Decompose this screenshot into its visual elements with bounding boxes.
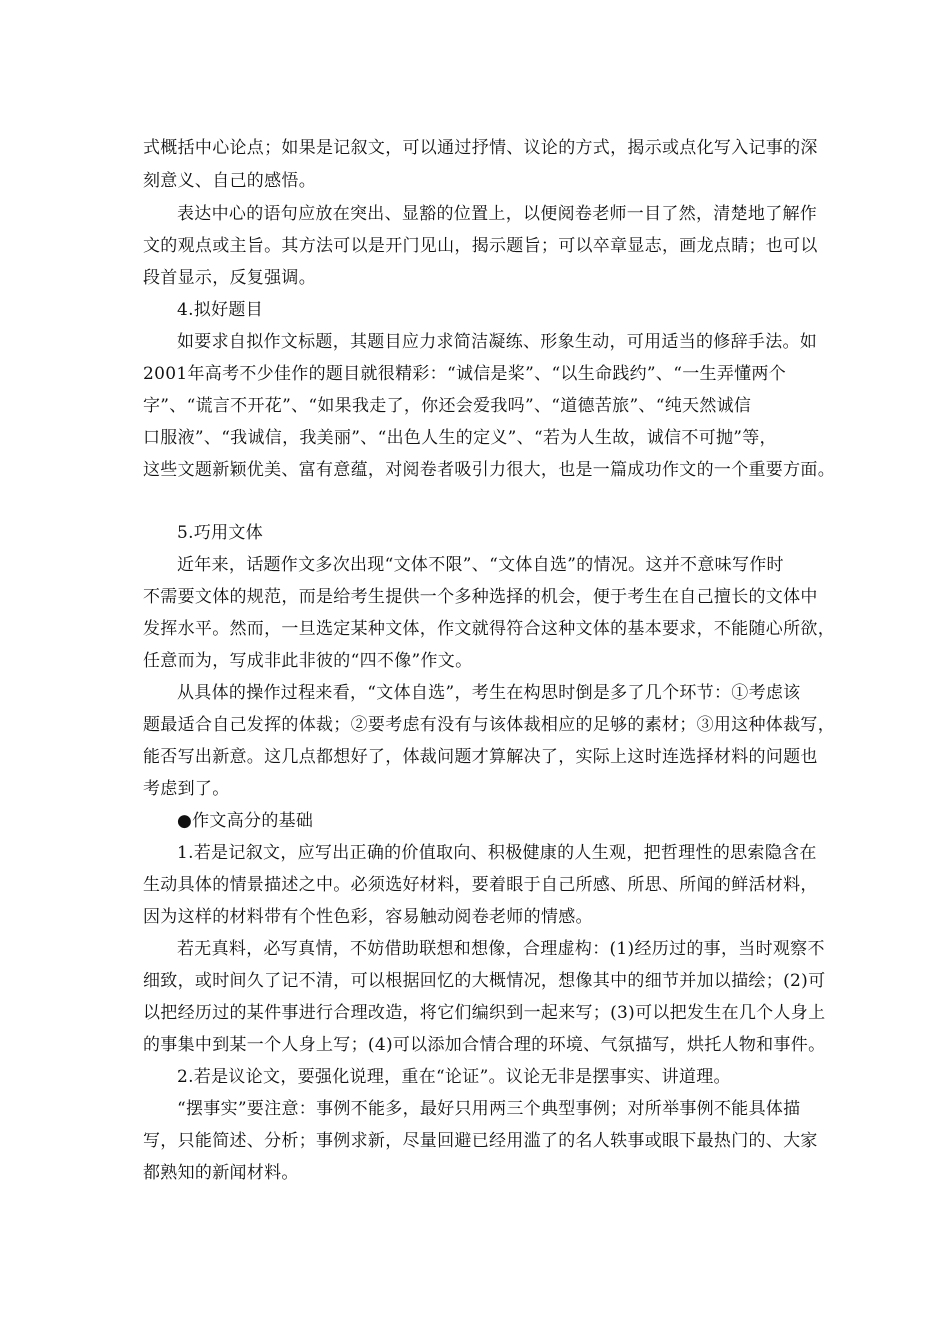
section-heading: 4.拟好题目 bbox=[177, 300, 264, 320]
text-line: 能否写出新意。这几点都想好了，体裁问题才算解决了，实际上这时连选择材料的问题也 bbox=[143, 747, 818, 767]
paragraph-start-line: 若无真料，必写真情，不妨借助联想和想像，合理虚构：(1)经历过的事，当时观察不 bbox=[177, 939, 825, 959]
text-line: 的事集中到某一个人身上写；(4)可以添加合情合理的环境、气氛描写，烘托人物和事件。 bbox=[143, 1035, 826, 1055]
text-line: 口服液”、“我诚信，我美丽”、“出色人生的定义”、“若为人生故，诚信不可抛”等， bbox=[143, 428, 777, 448]
text-line: 段首显示，反复强调。 bbox=[143, 268, 316, 288]
paragraph-start-line: “摆事实”要注意：事例不能多，最好只用两三个典型事例；对所举事例不能具体描 bbox=[177, 1099, 801, 1119]
text-line: 不需要文体的规范，而是给考生提供一个多种选择的机会，便于考生在自己擅长的文体中 bbox=[143, 587, 818, 607]
text-line: 这些文题新颖优美、富有意蕴，对阅卷者吸引力很大，也是一篇成功作文的一个重要方面。 bbox=[143, 460, 835, 480]
text-line: 题最适合自己发挥的体裁；②要考虑有没有与该体裁相应的足够的素材；③用这种体裁写， bbox=[143, 715, 835, 735]
text-line: 写，只能简述、分析；事例求新，尽量回避已经用滥了的名人轶事或眼下最热门的、大家 bbox=[143, 1131, 818, 1151]
text-line: 考虑到了。 bbox=[143, 779, 230, 799]
text-line: 发挥水平。然而，一旦选定某种文体，作文就得符合这种文体的基本要求，不能随心所欲， bbox=[143, 619, 835, 639]
text-line: 因为这样的材料带有个性色彩，容易触动阅卷老师的情感。 bbox=[143, 907, 593, 927]
text-line: 生动具体的情景描述之中。必须选好材料，要着眼于自己所感、所思、所闻的鲜活材料， bbox=[143, 875, 818, 895]
paragraph-start-line: 表达中心的语句应放在突出、显豁的位置上，以便阅卷老师一目了然，清楚地了解作 bbox=[177, 204, 818, 224]
text-line: 字”、“谎言不开花”、“如果我走了，你还会爱我吗”、“道德苦旅”、“纯天然诚信 bbox=[143, 396, 752, 416]
paragraph-start-line: 近年来，话题作文多次出现“文体不限”、“文体自选”的情况。这并不意味写作时 bbox=[177, 555, 784, 575]
section-heading: 5.巧用文体 bbox=[177, 523, 264, 543]
text-line: 以把经历过的某件事进行合理改造，将它们编织到一起来写；(3)可以把发生在几个人身上 bbox=[143, 1003, 826, 1023]
text-line: 文的观点或主旨。其方法可以是开门见山，揭示题旨；可以卒章显志，画龙点睛；也可以 bbox=[143, 236, 818, 256]
paragraph-start-line: 2.若是议论文，要强化说理，重在“论证”。议论无非是摆事实、讲道理。 bbox=[177, 1067, 731, 1087]
paragraph-start-line: 如要求自拟作文标题，其题目应力求简洁凝练、形象生动，可用适当的修辞手法。如 bbox=[177, 332, 818, 352]
paragraph-start-line: 从具体的操作过程来看，“文体自选”，考生在构思时倒是多了几个环节：①考虑该 bbox=[177, 683, 801, 703]
text-line: 刻意义、自己的感悟。 bbox=[143, 171, 316, 191]
text-line: 都熟知的新闻材料。 bbox=[143, 1163, 299, 1183]
bullet-heading: ●作文高分的基础 bbox=[177, 811, 314, 831]
text-line: 细致，或时间久了记不清，可以根据回忆的大概情况，想像其中的细节并加以描绘；(2)可 bbox=[143, 971, 826, 991]
text-line: 2001年高考不少佳作的题目就很精彩：“诚信是桨”、“以生命践约”、“一生弄懂两个 bbox=[143, 364, 787, 384]
paragraph-start-line: 1.若是记叙文，应写出正确的价值取向、积极健康的人生观，把哲理性的思索隐含在 bbox=[177, 843, 817, 863]
text-line: 式概括中心论点；如果是记叙文，可以通过抒情、议论的方式，揭示或点化写入记事的深 bbox=[143, 138, 818, 158]
text-line: 任意而为，写成非此非彼的“四不像”作文。 bbox=[143, 651, 473, 671]
